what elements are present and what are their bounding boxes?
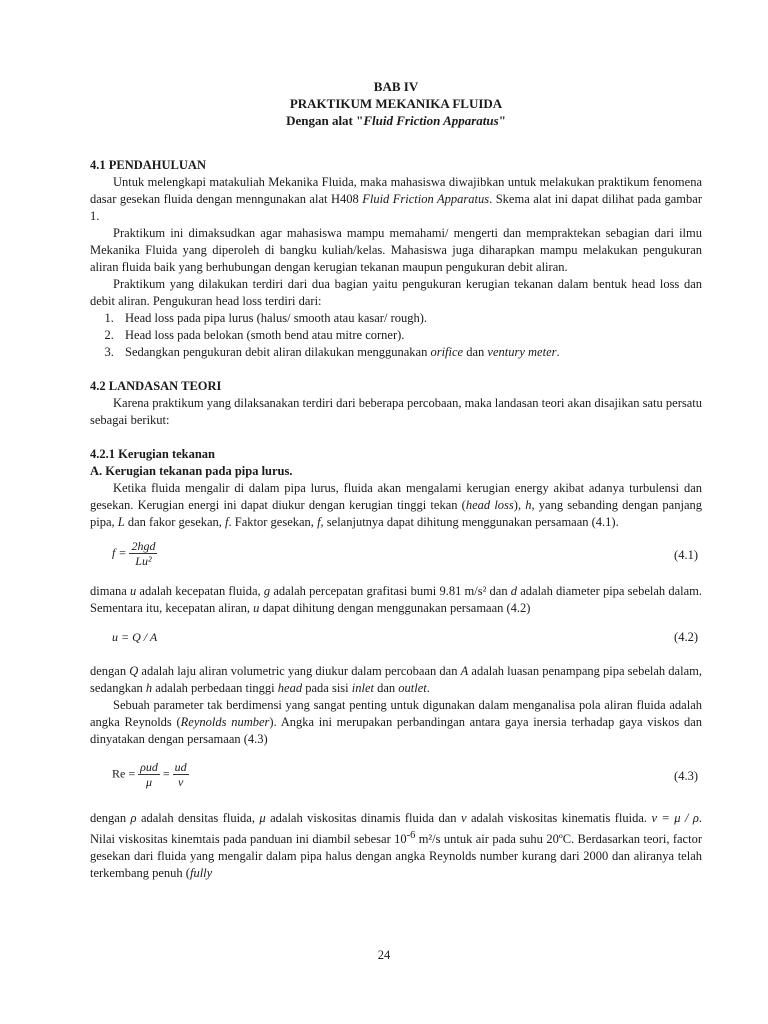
chapter-title: PRAKTIKUM MEKANIKA FLUIDA — [289, 96, 503, 111]
equation-4-3: Re = $\frac{\text{ρud}}{\mu}$ = $\frac{ud}{\nu}$ (4.3) — [112, 760, 698, 789]
chapter-label: BAB IV — [373, 79, 419, 94]
section-heading-4-2: 4.2 LANDASAN TEORI — [90, 379, 222, 393]
equation-4-1: f = $\frac{\text{2hgd}}{\text{Lu²}}$ (4.1) — [112, 539, 698, 568]
subsubsection-heading: A. Kerugian tekanan pada pipa lurus. — [90, 464, 293, 478]
numbered-list — [90, 310, 702, 361]
equation-4-2: u = Q / A (4.2) — [112, 630, 698, 644]
paragraph: Karena praktikum yang dilaksanakan terdiri dari beberapa percobaan, maka landasan teori akan disajikan satu persatu sebagai berikut: — [90, 396, 702, 427]
paragraph: dengan Q adalah laju aliran volumetric yang diukur dalam percobaan dan A adalah luasan penampang pipa sebelah dalam, sedangkan h adalah perbedaan tinggi head pada sisi inlet dan outlet. — [90, 664, 702, 695]
paragraph: Praktikum yang dilakukan terdiri dari dua bagian yaitu pengukuran kerugian tekanan dalam bentuk head loss dan debit aliran. Pengukuran head loss terdiri dari: — [90, 277, 702, 308]
paragraph: Praktikum ini dimaksudkan agar mahasiswa mampu memahami/ mengerti dan mempraktekan sebagian dari ilmu Mekanika Fluida yang diperoleh di bangku kuliah/kelas. Mahasiswa juga diharapkan mampu melakukan pengukuran aliran fluida baik yang berhubungan dengan kerugian tekanan maupun pengukuran debit aliran. — [90, 226, 702, 274]
paragraph: dimana u adalah kecepatan fluida, g adalah percepatan grafitasi bumi 9.81 m/s² dan d adalah diameter pipa sebelah dalam. Sementara itu, kecepatan aliran, u dapat dihitung dengan menggunakan persamaan (4.2) — [90, 584, 702, 615]
list-item: 3. Sedangkan pengukuran debit aliran dilakukan menggunakan orifice dan ventury meter. — [117, 344, 702, 361]
equation-number: (4.1) — [674, 548, 698, 562]
paragraph: Untuk melengkapi matakuliah Mekanika Fluida, maka mahasiswa diwajibkan untuk melakukan praktikum fenomena dasar gesekan fluida dengan menngunakan alat H408 Fluid Friction Apparatus. Skema alat ini dapat dilihat pada gambar 1. — [90, 175, 702, 223]
equation-number: (4.2) — [674, 630, 698, 644]
page-number: 24 — [377, 948, 391, 962]
chapter-subtitle: Dengan alat "Fluid Friction Apparatus" — [286, 113, 506, 128]
equation-number: (4.3) — [674, 769, 698, 783]
paragraph: Ketika fluida mengalir di dalam pipa lurus, fluida akan mengalami kerugian energy akibat adanya turbulensi dan gesekan. Kerugian energi ini dapat diukur dengan kerugian tinggi tekan (head loss), h, yang sebanding dengan panjang pipa, L dan fakor gesekan, f. Faktor gesekan, f, selanjutnya dapat dihitung menggunakan persamaan (4.1). — [90, 481, 702, 529]
section-heading-4-1: 4.1 PENDAHULUAN — [90, 158, 206, 172]
paragraph: dengan ρ adalah densitas fluida, μ adalah viskositas dinamis fluida dan ν adalah viskositas kinematis fluida. ν = μ / ρ. Nilai viskositas kinemtais pada panduan ini diambil sebesar $10^{-6}$ m²/s untuk air pada suhu 20ºC. Berdasarkan teori, factor gesekan dari fluida yang mengalir dalam pipa halus dengan angka Reynolds number kurang dari 2000 dan aliranya telah terkembang penuh (fully — [90, 811, 703, 881]
document-page — [90, 78, 702, 882]
paragraph: Sebuah parameter tak berdimensi yang sangat penting untuk digunakan dalam menganalisa pola aliran fluida adalah angka Reynolds (Reynolds number). Angka ini merupakan perbandingan antara gaya inersia terhadap gaya viskos dan dinyatakan dengan persamaan (4.3) — [90, 698, 703, 746]
subsection-heading: 4.2.1 Kerugian tekanan — [90, 447, 216, 461]
list-item: 1. Head loss pada pipa lurus (halus/ smooth atau kasar/ rough). — [117, 310, 702, 327]
list-item: 2. Head loss pada belokan (smoth bend atau mitre corner). — [117, 327, 702, 344]
